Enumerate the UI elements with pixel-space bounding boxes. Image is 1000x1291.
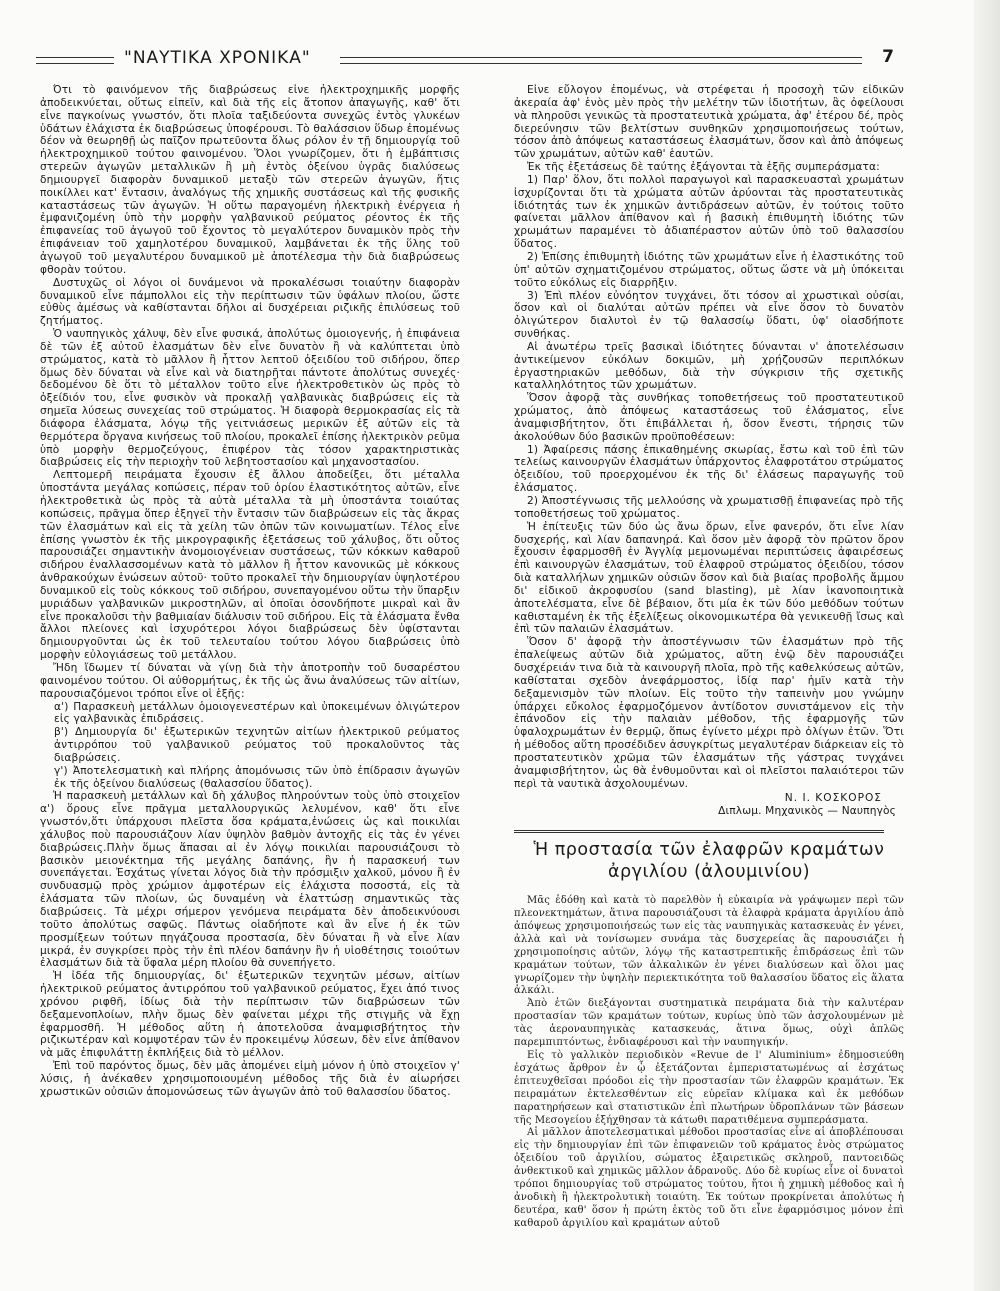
list-item: 1) Παρ' ὅλον, ὅτι πολλοὶ παραγωγοὶ καὶ παρασκευασταὶ χρωμάτων ἰσχυρίζονται ὅτι τὰ χρώματα αὐτῶν ἀρύονται τὰς προστατευτικὰς ἰδιότητάς των ἐκ χημικῶν ἀντιδράσεων αὐτῶν, ἐν τούτοις τοῦτο φαίνεται μᾶλλον ἀπίθανον καὶ ἡ βασικὴ ἐπιθυμητὴ ἰδιότης τῶν χρωμάτων παραμένει τὸ ἀδιαπέραστον αὐτῶν ὑπὸ τοῦ θαλασσίου ὕδατος. xyxy=(514,173,904,251)
paragraph: Αἱ ἀνωτέρω τρεῖς βασικαὶ ἰδιότητες δύνανται ν' ἀποτελέσωσιν ἀντικείμενον εὐκόλων δοκιμῶν, μὴ χρῄζουσῶν περιπλόκων ἐργαστηριακῶν μεθόδων, διὰ τὴν σύγκρισιν τῆς σχετικῆς καταλληλότητος τῶν χρωμάτων. xyxy=(514,340,904,392)
article-title xyxy=(514,839,904,883)
paragraph: Ὁ ναυπηγικὸς χάλυψ, δὲν εἶνε φυσικά, ἀπολύτως ὁμοιογενής, ἡ ἐπιφάνεια δὲ τῶν ἐξ αὐτοῦ ἐλασμάτων δὲν εἶνε δυνατὸν ἢ νὰ καλύπτεται ὑπὸ στρώματος, κατὰ τὸ μᾶλλον ἢ ἧττον λεπτοῦ ὀξειδίου τοῦ σιδήρου, ὅπερ ὅμως δὲν δύναται νὰ εἶνε καὶ νὰ διατηρῆται πάντοτε ἀπολύτως συνεχές· δεδομένου δὲ ὅτι τὸ μέταλλον τοῦτο εἶνε ἠλεκτροθετικὸν ὡς πρὸς τὸ ὀξείδιόν του, εἶνε φυσικὸν νὰ προκαλῇ γαλβανικὰς διαβρώσεις εἰς τὰ σημεῖα λύσεως συνεχείας τοῦ στρώματος. Ἡ διαφορὰ θερμοκρασίας εἰς τὰ διάφορα ἐλάσματα, λόγῳ τῆς γειτνιάσεως μερικῶν ἐξ αὐτῶν εἰς τὰ θερμότερα ὄργανα κινήσεως τοῦ πλοίου, προκαλεῖ ἐπίσης ἠλεκτρικὸν ρεῦμα ὑπὸ μορφὴν θερμοζεύγους, ἐπιφέρον τὰς τόσον χαρακτηριστικὰς διαβρώσεις εἰς τὴν περιοχὴν τοῦ λεβητοστασίου καὶ μηχανοστασίου. xyxy=(40,328,460,469)
paragraph: Ἐπὶ τοῦ παρόντος ὅμως, δὲν μᾶς ἀπομένει εἰμὴ μόνον ἡ ὑπὸ στοιχεῖον γ' λύσις, ἡ ἀνέκαθεν χρησιμοποιουμένη μέθοδος τῆς διὰ ἐν αἰωρήσει χρωστικῶν οὐσιῶν ἀπομονώσεως τῶν ἀγωγῶν ἀπὸ τοῦ θαλασσίου ὕδατος. xyxy=(40,1060,460,1098)
paragraph: Ἡ παρασκευὴ μετάλλων καὶ δὴ χάλυβος πληρούντων τοὺς ὑπὸ στοιχεῖον α') ὅρους εἶνε πρᾶγμα μεταλλουργικῶς λελυμένον, καθ' ὅτι εἶνε γνωστόν,ὅτι ὑπάρχουσι πλεῖστα ὅσα κράματα,ἑνώσεις ὡς καὶ ποικιλίαι χάλυβος ποὺ παρουσιάζουν λίαν ὑψηλὸν βαθμὸν ἀντοχῆς εἰς τὰς ἐν γένει διαβρώσεις.Πλὴν ὅμως ἅπασαι αἱ ἐν λόγῳ ποικιλίαι παρουσιάζουσι τὸ βασικὸν μειονέκτημα τῆς μεγάλης δαπάνης, ἣν ἡ παρασκευή των συνεπάγεται. Ἐσχάτως γίνεται λόγος διὰ τὴν πρόσμιξιν χαλκοῦ, μόνου ἢ ἐν συνδυασμῷ πρὸς χρώμιον ἀμφοτέρων εἰς ἐλάχιστα ποσοστά, εἰς τὰ ἐλάσματα τῶν πλοίων, ὡς δυναμένη νὰ ἐλαττώσῃ σημαντικῶς τὰς διαβρώσεις. Τὰ μέχρι σήμερον γενόμενα πειράματα δὲν ἀποδεικνύουσι τοῦτο ἀπολύτως σαφῶς. Πάντως οἱαδήποτε καὶ ἂν εἶνε ἡ ἐκ τῶν προσμίξεων τούτων πηγάζουσα προστασία, δὲν δύναται ἢ νὰ εἶνε λίαν μικρά, ἐν συγκρίσει πρὸς τὴν ἐπὶ πλέον δαπάνην ἣν ἡ υἱοθέτησις τοιούτων ἐλασμάτων διὰ τὰ ὕφαλα μέρη πλοίου θὰ συνεπήγετο. xyxy=(40,790,460,970)
paragraph: Ότι τὸ φαινόμενον τῆς διαβρώσεως εἶνε ἠλεκτροχημικῆς μορφῆς ἀποδεικνύεται, οὕτως εἰπεῖν, καὶ διὰ τῆς εἰς ἄτοπον ἀπαγωγῆς, καθ' ὅτι εἶνε παγκοίνως γνωστόν, ὅτι πλοῖα ταξιδεύοντα συνεχῶς ἐντὸς γλυκέων ὑδάτων ἐλάχιστα ἐκ διαβρώσεως ὑποφέρουσι. Τὸ θαλάσσιον ὕδωρ ἐπομένως δέον νὰ θεωρηθῇ ὡς παῖζον πρωτεῦοντα ὅλως ρόλον ἐν τῇ δημιουργίᾳ τοῦ ἠλεκτροχημικοῦ τούτου φαινομένου. Ὅλοι γνωρίζομεν, ὅτι ἡ ἐμβάπτισις στερεῶν ἀγωγῶν μεταλλικῶν ἢ μὴ ἐντὸς ὀξείνου ὑγρᾶς διαλύσεως δημιουργεῖ διαφορὰν δυναμικοῦ μεταξὺ τῶν στερεῶν ἀγωγῶν, ἥτις ποικίλλει κατ' ἔντασιν, ἀναλόγως τῆς χημικῆς συστάσεως καὶ τῆς φυσικῆς καταστάσεως τῶν ἀγωγῶν. Ἡ οὕτω παραγομένη ἠλεκτρικὴ ἐνέργεια ἡ ἐμφανιζομένη ὑπὸ τὴν μορφὴν γαλβανικοῦ ρεύματος ρέοντος ἐκ τῆς ἐπιφανείας τοῦ ἀγωγοῦ τοῦ ἔχοντος τὸ μεγαλύτερον δυναμικὸν πρὸς τὴν ἐπιφάνειαν τοῦ χαμηλοτέρου δυναμικοῦ, λαμβάνεται ἐκ τῆς ὕλης τοῦ ἀγωγοῦ τοῦ μεγαλυτέρου δυναμικοῦ μὲ ἀποτέλεσμα τὴν διὰ διαβρώσεως φθορὰν τούτου. xyxy=(40,84,460,276)
paragraph: Μᾶς ἐδόθη καὶ κατὰ τὸ παρελθὸν ἡ εὐκαιρία νὰ γράψωμεν περὶ τῶν πλεονεκτημάτων, ἅτινα παρουσιάζουσι τὰ ἐλαφρὰ κράματα ἀργιλίου ἀπὸ ἀπόψεως χρησιμοποιήσεώς των εἰς τὰς ναυπηγικὰς κατασκευὰς ἐν γένει, ἀλλὰ καὶ νὰ τονίσωμεν συνάμα τὰς δυσχερείας ἃς παρουσιάζει ἡ χρησιμοποίησις αὐτῶν, λόγῳ τῆς καταστρεπτικῆς ἐπιδράσεως ἐπὶ τῶν κραμάτων τούτων, τῶν ἀλκαλικῶν ἐν γένει διαλύσεων καὶ ὅλοι μας γνωρίζομεν τὴν ὑψηλὴν περιεκτικότητα τοῦ θαλασσίου ὕδατος εἰς ἅλατα ἀλκάλι. xyxy=(514,895,904,997)
article-title-line: Ἡ προστασία τῶν ἐλαφρῶν κραμάτων xyxy=(533,840,885,861)
magazine-title: "ΝΑΥΤΙΚΑ ΧΡΟΝΙΚΑ" xyxy=(124,48,311,68)
article-title-line: ἀργιλίου (ἀλουμινίου) xyxy=(607,862,811,883)
header-rule-left xyxy=(36,57,114,64)
scan-edge xyxy=(974,0,1000,1291)
page-number: 7 xyxy=(882,47,894,67)
paragraph: Ἡ ἰδέα τῆς δημιουργίας, δι' ἐξωτερικῶν τεχνητῶν μέσων, αἰτίων ἠλεκτρικοῦ ρεύματος ἀντιρρόπου τοῦ γαλβανικοῦ ρεύματος, ἔχει ἀπό τινος χρόνου ριφθῆ, ἰδίως διὰ τὴν περίπτωσιν τῶν διαβρώσεων τῶν δεξαμενοπλοίων, πλὴν ὅμως δὲν φαίνεται μέχρι τῆς στιγμῆς νὰ ἔχῃ ἐφαρμοσθῆ. Ἡ μέθοδος αὕτη ἡ ἀποτελοῦσα ἀναμφισβήτητος τὴν ριζικωτέραν καὶ κομψοτέραν τῶν ἐν προκειμένῳ λύσεων, δὲν εἶνε ἀπίθανον νὰ μᾶς ἐπιφυλάττῃ ἐκπλήξεις διὰ τὸ μέλλον. xyxy=(40,970,460,1060)
list-item: 2) Ἀποστέγνωσις τῆς μελλούσης νὰ χρωματισθῇ ἐπιφανείας πρὸ τῆς τοποθετήσεως τοῦ χρώματος. xyxy=(514,495,904,520)
left-column xyxy=(40,84,460,1274)
list-item: 2) Ἐπίσης ἐπιθυμητὴ ἰδιότης τῶν χρωμάτων εἶνε ἡ ἐλαστικότης τοῦ ὑπ' αὐτῶν σχηματιζομένου στρώματος, οὕτως ὥστε νὰ μὴ ὑπόκειται τοῦτο εὐκόλως εἰς διαρρῆξιν. xyxy=(514,250,904,289)
paragraph: Ὅσον ἀφορᾷ τὰς συνθήκας τοποθετήσεως τοῦ προστατευτικοῦ χρώματος, ἀπὸ ἀπόψεως καταστάσεως τοῦ ἐλάσματος, εἶνε ἀναμφισβήτητον, ὅτι ἐπιβάλλεται ἡ, ὅσον ἔνεστι, τήρησις τῶν ἀκολούθων δύο βασικῶν προϋποθέσεων: xyxy=(514,392,904,443)
list-item: 3) Ἐπὶ πλέον εὐνόητον τυγχάνει, ὅτι τόσον αἱ χρωστικαὶ οὐσίαι, ὅσον καὶ οἱ διαλύται αὐτῶν πρέπει νὰ εἶνε ὅσον τὸ δυνατὸν ὀλιγώτερον διαλυτοὶ ἐν τῷ θαλασσίῳ ὕδατι, ὑφ' οἱασδήποτε συνθήκας. xyxy=(514,289,904,341)
author-signature xyxy=(514,792,904,818)
header-rule-right xyxy=(340,57,862,64)
paragraph: Αἱ μᾶλλον ἀποτελεσματικαὶ μέθοδοι προστασίας εἶνε αἱ ἀποβλέπουσαι εἰς τὴν δημιουργίαν ἐπὶ τῶν ἐπιφανειῶν τοῦ κράματος ἑνὸς στρώματος ὀξειδίου τοῦ ἀργιλίου, σώματος ἐξαιρετικῶς σκληροῦ, παντοειδῶς ἀνθεκτικοῦ καὶ χημικῶς μᾶλλον ἀδρανοῦς. Δύο δὲ κυρίως εἶνε οἱ δυνατοὶ τρόποι δημιουργίας τοῦ στρώματος τούτου, ἤτοι ἡ χημικὴ μέθοδος καὶ ἡ ἀνοδικὴ ἢ ἠλεκτρολυτικὴ τοιαύτη. Ἐκ τούτων προκρίνεται ἀπολύτως ἡ δευτέρα, καθ' ὅσον ἡ πρώτη ἐκτὸς τοῦ ὅτι εἶνε ἐφαρμόσιμος μόνον ἐπὶ καθαροῦ ἀργιλίου καὶ κραμάτων αὐτοῦ xyxy=(514,1127,904,1229)
author-name: Ν. Ι. ΚΟΣΚΟΡΟΣ xyxy=(784,792,882,805)
paragraph: Δυστυχῶς οἱ λόγοι οἱ δυνάμενοι νὰ προκαλέσωσι τοιαύτην διαφορὰν δυναμικοῦ εἶνε πάμπολλοι εἰς τὴν περίπτωσιν τῶν ὑφάλων πλοίου, ὥστε εὐθὺς ἀμέσως νὰ καθίστανται δῆλοι αἱ δυσχέρειαι ριζικῆς ἐπιλύσεως τοῦ ζητήματος. xyxy=(40,276,460,328)
list-item: α') Παρασκευὴ μετάλλων ὁμοιογενεστέρων καὶ ὑποκειμένων ὀλιγώτερον εἰς γαλβανικὰς ἐπιδράσεις. xyxy=(54,700,460,726)
article-divider xyxy=(514,830,884,833)
paragraph: Ὅσον δ' ἀφορᾷ τὴν ἀποστέγνωσιν τῶν ἐλασμάτων πρὸ τῆς ἐπαλείψεως αὐτῶν διὰ χρώματος, αὕτη ἐνῷ δὲν παρουσιάζει δυσχέρειάν τινα διὰ τὰ καινουργῆ πλοῖα, πρὸ τῆς καθελκύσεως αὐτῶν, καθίσταται σχεδὸν ἀνεφάρμοστος, ἰδίᾳ παρ' ἡμῖν κατὰ τὴν δεξαμενισμὸν τῶν πλοίων. Εἰς τοῦτο τὴν ταπεινὴν μου γνώμην ὑπάρχει εὔκολος ἐφαρμοζόμενον ἀντίδοτον συνιστάμενον εἰς τὴν ἐπάνοδον εἰς τὴν παλαιὰν μέθοδον, τῆς ἐφαρμογῆς τῶν ὑφαλοχρωμάτων ἐν θερμῷ, ὅπως ἐγίνετο μέχρι πρὸ ὀλίγων ἐτῶν. Ὅτι ἡ μέθοδος αὕτη προσέδιδεν ἀσυγκρίτως μεγαλυτέραν διάρκειαν εἰς τὸ προστατευτικὸν χρῶμα τῶν ἐλασμάτων τῆς γάστρας τυγχάνει ἀναμφισβήτητον, ὡς θὰ ἐνθυμοῦνται καὶ οἱ πλεῖστοι παλαιότεροι τῶν περὶ τὰ ναυτικὰ ἀσχολουμένων. xyxy=(514,636,904,790)
paragraph: Λεπτομερῆ πειράματα ἔχουσιν ἐξ ἄλλου ἀποδείξει, ὅτι μέταλλα ὑποστάντα μεγάλας κοπώσεις, πέραν τοῦ ὁρίου ἐλαστικότητος αὐτῶν, εἶνε ἠλεκτροθετικὰ ὡς πρὸς τὰ αὐτὰ μέταλλα τὰ μὴ ὑποστάντα τοιαύτας κοπώσεις, πρᾶγμα ὅπερ ἐξηγεῖ τὴν ἔντασιν τῶν διαβρώσεων εἰς τὰς ἄκρας τῶν ἐλασμάτων καὶ εἰς τὰ χείλη τῶν ὀπῶν τῶν κοινωματίων. Τέλος εἶνε ἐπίσης γνωστὸν ἐκ τῆς μικρογραφικῆς ἐξετάσεως τοῦ χάλυβος, ὅτι οὗτος παρουσιάζει σημαντικὴν ἀνομοιογένειαν συστάσεως, τῶν κόκκων καθαροῦ σιδήρου ἐναλλασσομένων κατὰ τὸ μᾶλλον ἢ ἧττον κανονικῶς μὲ κόκκους ἀνθρακούχων ἑνώσεων αὐτοῦ· τοῦτο προκαλεῖ τὴν δημιουργίαν ὑψηλοτέρου δυναμικοῦ εἰς τοὺς κόκκους τοῦ σιδήρου, συνεπαγομένου οὕτω τὴν ὕπαρξιν μυριάδων γαλβανικῶν μικροστηλῶν, αἱ ὁποῖαι ὁσονδήποτε μικραὶ καὶ ἂν εἶνε προκαλοῦσι τὴν βαθμιαίαν διάλυσιν τοῦ σιδήρου. Εἰς τὰ ἐλάσματα ἔνθα ἄλλοι πλείονες καὶ ἰσχυρότεροι λόγοι διαβρώσεως δὲν ὑφίστανται δημιουργοῦνται ὡς ἐκ τοῦ τελευταίου τούτου λόγου διαβρώσεις ὑπὸ μορφὴν εὐλογιάσεως τοῦ μετάλλου. xyxy=(40,469,460,662)
paragraph: Εἰς τὸ γαλλικὸν περιοδικὸν «Revue de l' Aluminium» ἐδημοσιεύθη ἐσχάτως ἄρθρον ἐν ᾧ ἐξετάζονται ἐμπεριστατωμένως αἱ ἐσχάτως ἐπιτευχθεῖσαι πρόοδοι εἰς τὴν προστασίαν τῶν ἐλαφρῶν κραμάτων. Ἐκ πειραμάτων ἐκτελεσθέντων εἰς εὐρεῖαν κλίμακα καὶ ἐκ μεθόδων παρατηρήσεων καὶ στατιστικῶν ἐπὶ πλωτήρων ὑδροπλάνων τῶν βάσεων τῆς Μεσογείου ἐξήχθησαν τὰ κάτωθι παρατιθέμενα συμπεράσματα. xyxy=(514,1049,904,1126)
list-item: 1) Ἀφαίρεσις πάσης ἐπικαθημένης σκωρίας, ἔστω καὶ τοῦ ἐπὶ τῶν τελείως καινουργῶν ἐλασμάτων ὑπάρχοντος ἐλαφροτάτου στρώματος ὀξειδίου, τοῦ προερχομένου ἐκ τῆς δι' ἐλάσεως παραγωγῆς τοῦ ἐλάσματος. xyxy=(514,443,904,495)
paragraph: Ἀπὸ ἐτῶν διεξάγονται συστηματικὰ πειράματα διὰ τὴν καλυτέραν προστασίαν τῶν κραμάτων τούτων, κυρίως ὑπὸ τῶν ἀσχολουμένων μὲ τὰς ἀεροναυπηγικὰς κατασκευάς, ἅτινα ὅμως, οὐχὶ ἀπλῶς παρεμπιπτόντως, ἐνδιαφέρουσι καὶ τὴν ναυπηγικήν. xyxy=(514,998,904,1049)
author-title: Διπλωμ. Μηχανικὸς — Ναυπηγὸς xyxy=(718,805,896,818)
paragraph: Ἡ ἐπίτευξις τῶν δύο ὡς ἄνω ὅρων, εἶνε φανερόν, ὅτι εἶνε λίαν δυσχερής, καὶ λίαν δαπανηρά. Καὶ ὅσον μὲν ἀφορᾷ τὸν πρῶτον ὅρον ἔχουσιν ἐφαρμοσθῆ ἐν Ἀγγλίᾳ μεμονωμέναι περιπτώσεις ἀφαιρέσεως ἐπὶ καινουργῶν ἐλασμάτων, τοῦ ἐλαφροῦ στρώματος ὀξειδίου, τόσον διὰ καταλλήλων χημικῶν οὐσιῶν ὅσον καὶ διὰ βιαίας προβολῆς ἄμμου δι' εἰδικοῦ ἀκροφυσίου (sand blasting), μὲ λίαν ἱκανοποιητικὰ ἀποτελέσματα, εἶνε δὲ βέβαιον, ὅτι μία ἐκ τῶν δύο μεθόδων τούτων καθισταμένη ἐκ τῆς ἐξελίξεως οἰκονομικωτέρα θὰ γενικευθῇ ἴσως καὶ ἐπὶ τῶν παλαιῶν ἐλασμάτων. xyxy=(514,520,904,636)
paragraph: Ἤδη ἴδωμεν τί δύναται νὰ γίνῃ διὰ τὴν ἀποτροπὴν τοῦ δυσαρέστου φαινομένου τούτου. Οἱ αὐθορμήτως, ἐκ τῆς ὡς ἄνω ἀναλύσεως τῶν αἰτίων, παρουσιαζόμενοι τρόποι εἶνε οἱ ἑξῆς: xyxy=(40,661,460,700)
list-item: γ') Ἀποτελεσματικὴ καὶ πλήρης ἀπομόνωσις τῶν ὑπὸ ἐπίδρασιν ἀγωγῶν ἐκ τῆς ὀξείνου διαλύσεως (θαλασσίου ὕδατος). xyxy=(54,764,460,790)
page-header xyxy=(36,48,894,70)
right-column xyxy=(514,84,904,1274)
paragraph: Ἐκ τῆς ἐξετάσεως δὲ ταύτης ἐξάγονται τὰ ἑξῆς συμπεράσματα: xyxy=(527,161,880,174)
list-item: β') Δημιουργία δι' ἐξωτερικῶν τεχνητῶν αἰτίων ἠλεκτρικοῦ ρεύματος ἀντιρρόπου τοῦ γαλβανικοῦ ρεύματος τοῦ προκαλοῦντος τὰς διαβρώσεις. xyxy=(54,726,460,764)
paragraph: Εἶνε εὔλογον ἐπομένως, νὰ στρέφεται ἡ προσοχὴ τῶν εἰδικῶν ἀκεραία ἀφ' ἑνὸς μὲν πρὸς τὴν μελέτην τῶν ἰδιοτήτων, ἃς ὀφείλουσι νὰ πληροῦσι γενικῶς τὰ προστατευτικὰ χρώματα, ἀφ' ἑτέρου δέ, πρὸς διερεύνησιν τῶν βελτίστων συνθηκῶν χρησιμοποιήσεως τούτων, τόσον ἀπὸ ἀπόψεως καταστάσεως ἐλασμάτων, ὅσον καὶ ἀπὸ ἀπόψεως τῶν χρωμάτων, αὐτῶν καθ' ἑαυτῶν. xyxy=(514,84,904,161)
